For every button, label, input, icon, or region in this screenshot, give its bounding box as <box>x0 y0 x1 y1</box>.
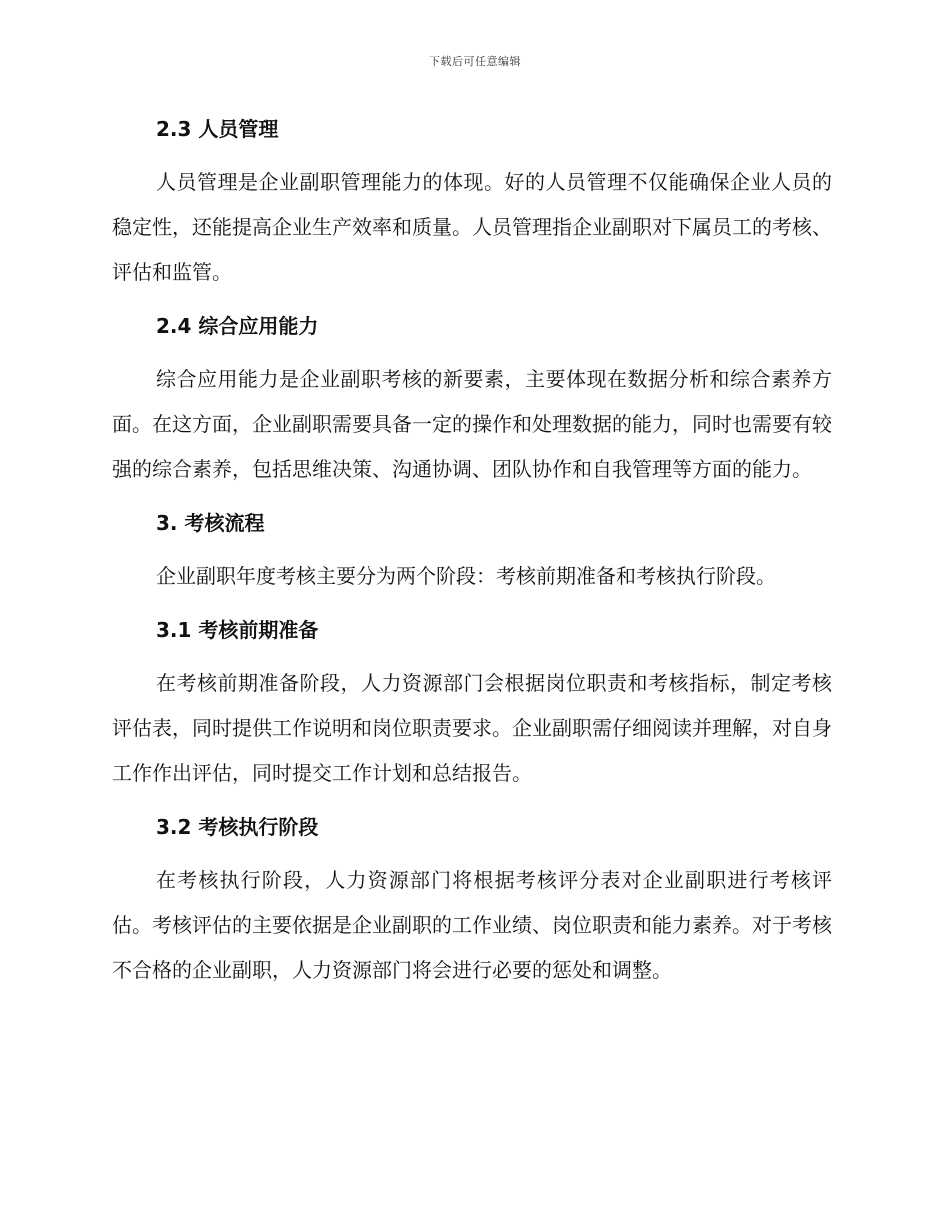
section-2-4 <box>112 307 832 492</box>
section-heading: 2.3 人员管理 <box>156 117 279 141</box>
section-heading: 2.4 综合应用能力 <box>156 314 319 338</box>
section-paragraph: 在考核前期准备阶段，人力资源部门会根据岗位职责和考核指标，制定考核评估表，同时提供工作说明和岗位职责要求。企业副职需仔细阅读并理解，对自身工作作出评估，同时提交工作计划和总结报告。 <box>112 671 832 785</box>
document-body <box>112 110 832 993</box>
section-paragraph: 企业副职年度考核主要分为两个阶段：考核前期准备和考核执行阶段。 <box>156 564 776 588</box>
section-paragraph: 综合应用能力是企业副职考核的新要素，主要体现在数据分析和综合素养方面。在这方面，企业副职需要具备一定的操作和处理数据的能力，同时也需要有较强的综合素养，包括思维决策、沟通协调、团队协作和自我管理等方面的能力。 <box>112 367 832 481</box>
section-paragraph: 人员管理是企业副职管理能力的体现。好的人员管理不仅能确保企业人员的稳定性，还能提高企业生产效率和质量。人员管理指企业副职对下属员工的考核、评估和监管。 <box>112 170 832 284</box>
section-3-1 <box>112 611 832 796</box>
section-2-3 <box>112 110 832 295</box>
page-header: 下载后可任意编辑 <box>429 55 521 68</box>
section-paragraph: 在考核执行阶段，人力资源部门将根据考核评分表对企业副职进行考核评估。考核评估的主要依据是企业副职的工作业绩、岗位职责和能力素养。对于考核不合格的企业副职，人力资源部门将会进行必要的惩处和调整。 <box>112 868 832 982</box>
section-3-2 <box>112 808 832 993</box>
section-heading: 3. 考核流程 <box>156 511 265 535</box>
section-heading: 3.2 考核执行阶段 <box>156 815 319 839</box>
section-3 <box>112 504 832 599</box>
section-heading: 3.1 考核前期准备 <box>156 618 319 642</box>
